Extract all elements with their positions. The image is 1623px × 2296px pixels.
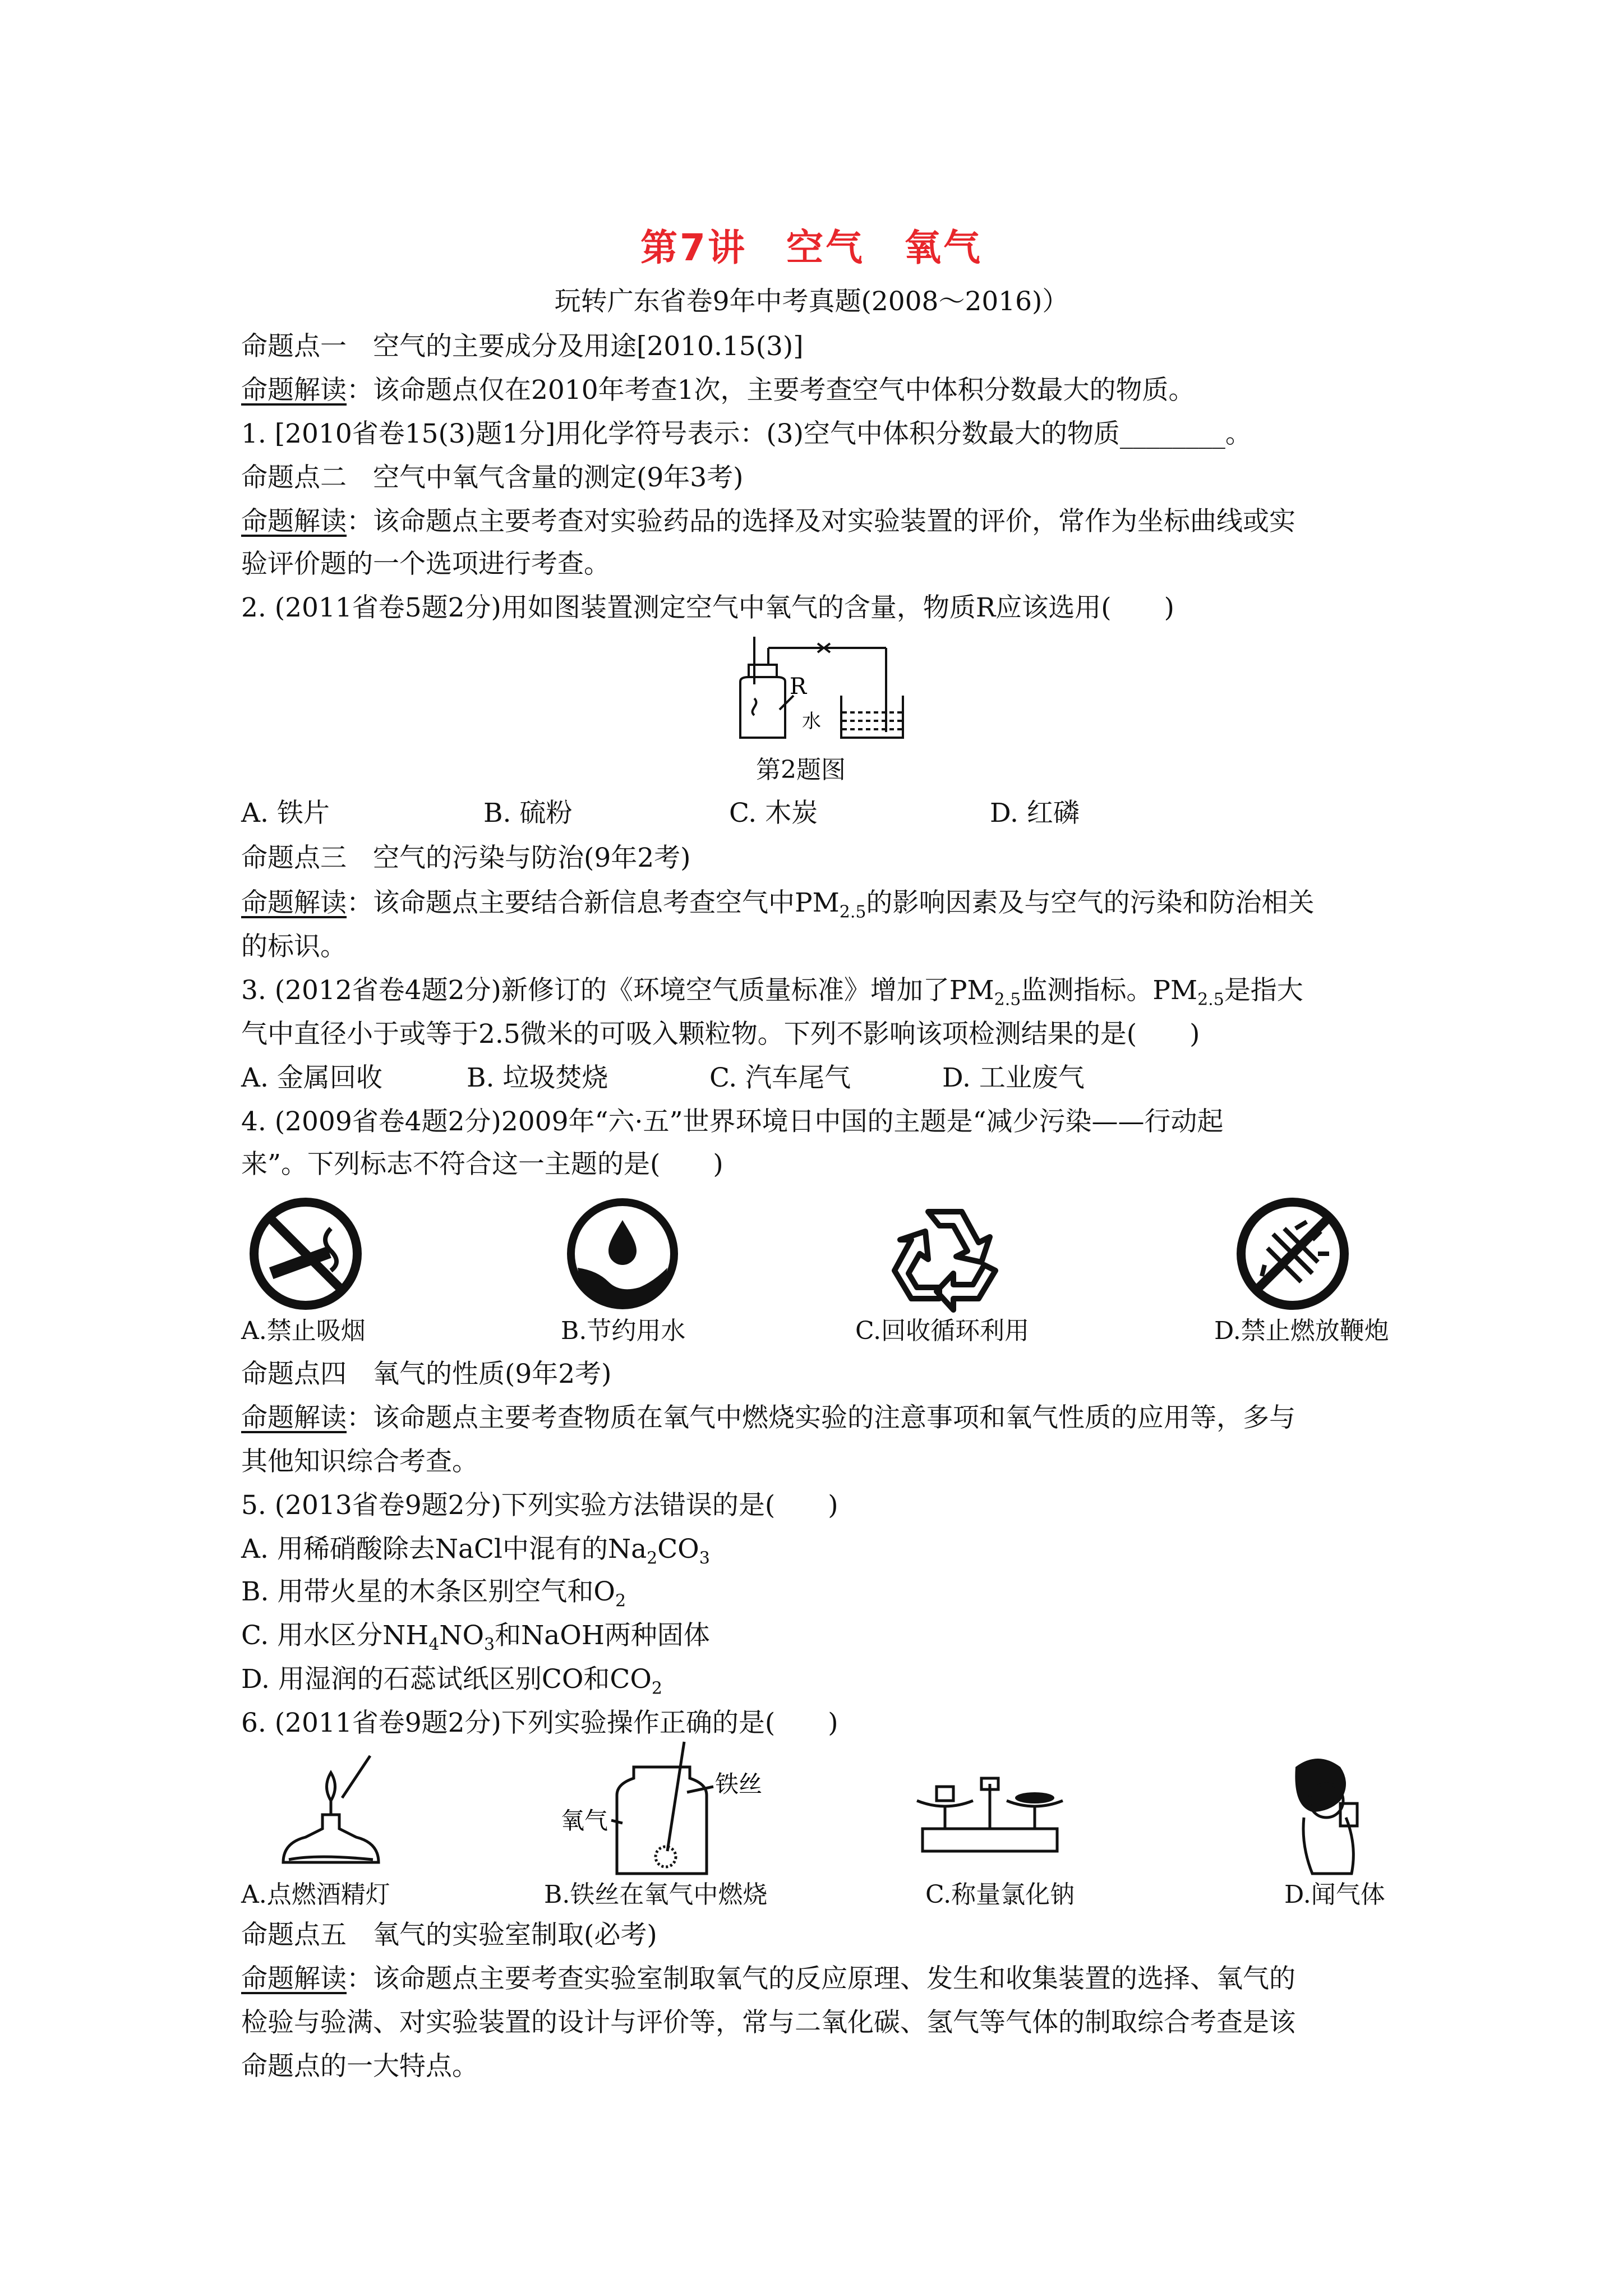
q5-option-b xyxy=(241,1575,626,1618)
q5-c-text2: NO xyxy=(439,1620,485,1651)
topic-4-reading-line-1 xyxy=(241,1401,1295,1435)
q3-option-d: D. 工业废气 xyxy=(942,1062,1085,1093)
q3-sub-1: 2.5 xyxy=(994,990,1021,1010)
r-label: R xyxy=(790,674,807,700)
iron-wire-bottle-figure xyxy=(561,1739,785,1879)
reading-text-cont: 的影响因素及与空气的污染和防治相关 xyxy=(866,887,1315,918)
q5-b-text: B. 用带火星的木条区别空气和O xyxy=(241,1576,615,1607)
q5-option-a xyxy=(241,1533,710,1575)
q5-option-d xyxy=(241,1663,662,1705)
page-title: 第7讲 空气 氧气 xyxy=(640,226,983,269)
question-4-line-1: 4. (2009省卷4题2分)2009年“六·五”世界环境日中国的主题是“减少污染——行动起 xyxy=(241,1106,1224,1137)
no-fireworks-icon xyxy=(1234,1195,1352,1313)
topic-3-heading: 命题点三 空气的污染与防治(9年2考) xyxy=(241,843,691,873)
q3-text-b: 监测指标。PM xyxy=(1021,975,1198,1006)
q6-caption-a: A.点燃酒精灯 xyxy=(241,1880,390,1909)
pm-subscript: 2.5 xyxy=(839,902,866,922)
question-2: 2. (2011省卷5题2分)用如图装置测定空气中氧气的含量，物质R应该选用( ) xyxy=(241,592,1174,623)
q5-a-text: A. 用稀硝酸除去NaCl中混有的Na xyxy=(241,1534,647,1565)
topic-5-reading-line-3: 命题点的一大特点。 xyxy=(241,2051,478,2082)
recycle-icon xyxy=(880,1195,1009,1313)
reading-text: ：该命题点主要考查物质在氧气中燃烧实验的注意事项和氧气性质的应用等，多与 xyxy=(347,1402,1295,1433)
topic-5-reading-line-2: 检验与验满、对实验装置的设计与评价等，常与二氧化碳、氢气等气体的制取综合考查是该 xyxy=(241,2007,1295,2038)
topic-4-heading: 命题点四 氧气的性质(9年2考) xyxy=(241,1359,612,1389)
save-water-sign xyxy=(564,1195,681,1313)
no-fireworks-sign xyxy=(1234,1195,1352,1313)
q6-caption-d: D.闻气体 xyxy=(1284,1880,1385,1909)
q5-d-text: D. 用湿润的石蕊试纸区别CO和CO xyxy=(241,1664,652,1695)
oxygen-label: 氧气 xyxy=(561,1807,608,1834)
balance-figure xyxy=(906,1767,1074,1879)
reading-text: ：该命题点主要结合新信息考查空气中PM xyxy=(347,887,840,918)
person-smelling-icon xyxy=(1273,1750,1368,1879)
topic-5-heading: 命题点五 氧气的实验室制取(必考) xyxy=(241,1920,657,1950)
smell-gas-figure xyxy=(1273,1750,1368,1879)
reading-text: ：该命题点主要考查实验室制取氧气的反应原理、发生和收集装置的选择、氧气的 xyxy=(347,1963,1295,1994)
iron-wire-bottle-icon xyxy=(561,1739,785,1879)
reading-text: ：该命题点仅在2010年考查1次，主要考查空气中体积分数最大的物质。 xyxy=(347,375,1195,406)
question-1: 1. [2010省卷15(3)题1分]用化学符号表示：(3)空气中体积分数最大的物质________。 xyxy=(241,418,1252,449)
topic-2-reading-line-2: 验评价题的一个选项进行考查。 xyxy=(241,549,610,579)
question-4-line-2: 来”。下列标志不符合这一主题的是( ) xyxy=(241,1149,723,1180)
alcohol-lamp-figure xyxy=(272,1745,390,1879)
topic-2-reading-line-1 xyxy=(241,505,1295,539)
balance-icon xyxy=(906,1767,1074,1879)
topic-4-reading-line-2: 其他知识综合考查。 xyxy=(241,1446,478,1477)
q3-text-c: 是指大 xyxy=(1224,975,1303,1006)
q3-option-a: A. 金属回收 xyxy=(241,1062,382,1093)
topic-1-reading xyxy=(241,374,1195,407)
q5-d-sub1: 2 xyxy=(651,1678,662,1699)
topic-5-reading-line-1 xyxy=(241,1962,1295,1996)
q2-apparatus-drawing xyxy=(723,631,909,743)
q6-caption-b: B.铁丝在氧气中燃烧 xyxy=(544,1880,768,1909)
q3-sub-2: 2.5 xyxy=(1197,990,1224,1010)
page-subtitle: 玩转广东省卷9年中考真题(2008～2016)） xyxy=(554,286,1069,317)
question-6: 6. (2011省卷9题2分)下列实验操作正确的是( ) xyxy=(241,1708,838,1738)
no-smoking-icon xyxy=(247,1195,365,1313)
q5-a-sub2: 3 xyxy=(699,1548,710,1568)
q2-caption: 第2题图 xyxy=(756,756,846,784)
iron-wire-label: 铁丝 xyxy=(715,1770,763,1798)
topic-2-heading: 命题点二 空气中氧气含量的测定(9年3考) xyxy=(241,462,744,493)
q2-option-c: C. 木炭 xyxy=(729,798,818,829)
topic-3-reading-line-1 xyxy=(241,886,1314,929)
q2-option-b: B. 硫粉 xyxy=(483,798,573,829)
reading-label: 命题解读 xyxy=(241,1402,347,1433)
q5-c-text3: 和NaOH两种固体 xyxy=(495,1620,710,1651)
q2-option-d: D. 红磷 xyxy=(990,798,1080,829)
q5-c-sub2: 3 xyxy=(484,1635,495,1655)
q6-caption-c: C.称量氯化钠 xyxy=(925,1880,1075,1909)
q4-caption-a: A.禁止吸烟 xyxy=(241,1317,366,1345)
water-label: 水 xyxy=(802,710,821,733)
question-5: 5. (2013省卷9题2分)下列实验方法错误的是( ) xyxy=(241,1490,838,1521)
q3-text-a: 3. (2012省卷4题2分)新修订的《环境空气质量标准》增加了PM xyxy=(241,975,994,1006)
q5-a-sub1: 2 xyxy=(647,1548,658,1568)
q5-c-text: C. 用水区分NH xyxy=(241,1620,429,1651)
topic-1-heading: 命题点一 空气的主要成分及用途[2010.15(3)] xyxy=(241,331,804,362)
question-3-line-2: 气中直径小于或等于2.5微米的可吸入颗粒物。下列不影响该项检测结果的是( ) xyxy=(241,1019,1200,1050)
q2-option-a: A. 铁片 xyxy=(241,798,330,829)
q5-c-sub1: 4 xyxy=(428,1635,440,1655)
question-3-line-1 xyxy=(241,974,1303,1016)
q4-caption-c: C.回收循环利用 xyxy=(855,1317,1030,1345)
q5-option-c xyxy=(241,1619,710,1662)
q5-a-text2: CO xyxy=(657,1534,699,1565)
q4-caption-d: D.禁止燃放鞭炮 xyxy=(1214,1317,1389,1345)
topic-3-reading-line-2: 的标识。 xyxy=(241,931,347,962)
q3-option-b: B. 垃圾焚烧 xyxy=(467,1062,608,1093)
recycle-sign xyxy=(880,1195,1009,1313)
reading-label: 命题解读 xyxy=(241,887,347,918)
reading-label: 命题解读 xyxy=(241,1963,347,1994)
alcohol-lamp-icon xyxy=(272,1745,390,1879)
water-drop-icon xyxy=(564,1195,681,1313)
no-smoking-sign xyxy=(247,1195,365,1313)
q5-b-sub1: 2 xyxy=(615,1591,626,1611)
q2-apparatus-figure xyxy=(723,631,909,743)
q4-caption-b: B.节约用水 xyxy=(561,1317,686,1345)
reading-text: ：该命题点主要考查对实验药品的选择及对实验装置的评价，常作为坐标曲线或实 xyxy=(347,506,1295,537)
reading-label: 命题解读 xyxy=(241,375,347,406)
q3-option-c: C. 汽车尾气 xyxy=(709,1062,851,1093)
reading-label: 命题解读 xyxy=(241,506,347,537)
